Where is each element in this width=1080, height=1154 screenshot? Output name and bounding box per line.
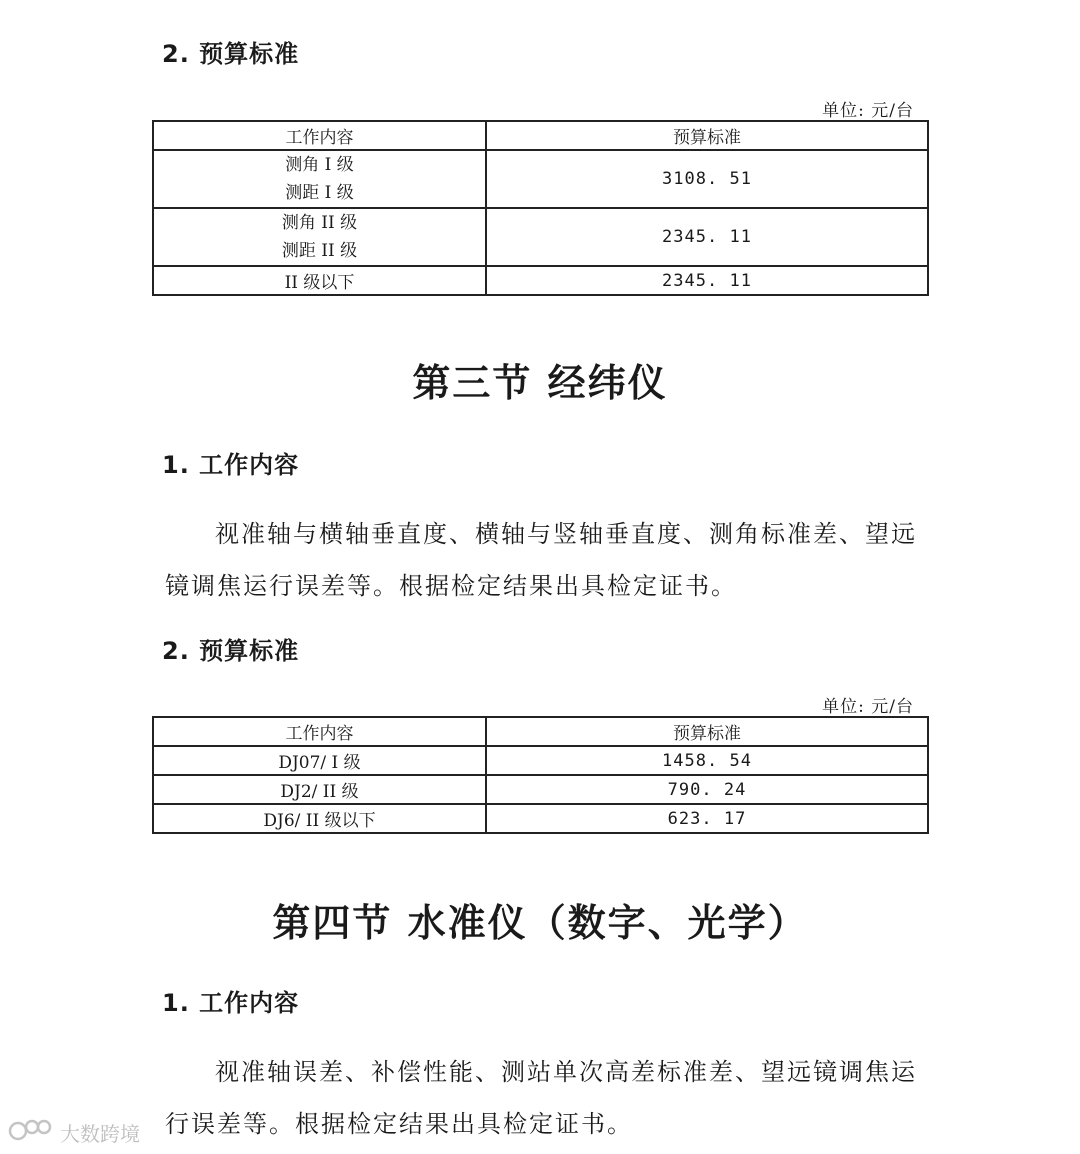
table-row bbox=[153, 150, 928, 208]
header-work-content: 工作内容 bbox=[153, 121, 486, 150]
work-content-line: 测距 I 级 bbox=[285, 183, 354, 203]
budget-value-cell: 1458. 54 bbox=[486, 746, 928, 775]
unit-label: 单位: 元/台 bbox=[822, 101, 914, 121]
header-work-content: 工作内容 bbox=[153, 717, 486, 746]
unit-label: 单位: 元/台 bbox=[822, 697, 914, 717]
table-row bbox=[153, 746, 928, 775]
table-row bbox=[153, 208, 928, 266]
budget-table-1 bbox=[152, 120, 929, 296]
budget-value-cell: 790. 24 bbox=[486, 775, 928, 804]
table-row bbox=[153, 266, 928, 295]
work-content-paragraph: 视准轴误差、补偿性能、测站单次高差标准差、望远镜调焦运行误差等。根据检定结果出具检定证书。 bbox=[165, 1058, 917, 1138]
table-row bbox=[153, 775, 928, 804]
budget-heading: 2. 预算标准 bbox=[162, 40, 300, 68]
section-title: 第四节 水准仪（数字、光学） bbox=[272, 901, 808, 945]
work-content-cell: DJ6/ II 级以下 bbox=[153, 804, 486, 833]
work-content-line: 测角 II 级 bbox=[281, 213, 358, 233]
budget-heading: 2. 预算标准 bbox=[162, 637, 300, 665]
work-content-cell: DJ2/ II 级 bbox=[153, 775, 486, 804]
work-content-cell: DJ07/ I 级 bbox=[153, 746, 486, 775]
budget-value-cell: 2345. 11 bbox=[486, 208, 928, 266]
work-content-heading: 1. 工作内容 bbox=[162, 451, 300, 479]
table-header-row bbox=[153, 717, 928, 746]
watermark-logo-icon bbox=[8, 1118, 54, 1147]
work-content-cell: II 级以下 bbox=[153, 266, 486, 295]
work-content-line: 测距 II 级 bbox=[281, 241, 358, 261]
work-content-cell bbox=[153, 208, 486, 266]
table-row bbox=[153, 804, 928, 833]
budget-table-2 bbox=[152, 716, 929, 834]
watermark bbox=[8, 1118, 140, 1147]
watermark-text: 大数跨境 bbox=[60, 1122, 140, 1146]
work-content-line: 测角 I 级 bbox=[285, 155, 354, 175]
header-budget-standard: 预算标准 bbox=[486, 121, 928, 150]
header-budget-standard: 预算标准 bbox=[486, 717, 928, 746]
work-content-heading: 1. 工作内容 bbox=[162, 989, 300, 1017]
budget-value-cell: 2345. 11 bbox=[486, 266, 928, 295]
section-title: 第三节 经纬仪 bbox=[412, 361, 668, 405]
work-content-paragraph: 视准轴与横轴垂直度、横轴与竖轴垂直度、测角标准差、望远镜调焦运行误差等。根据检定结果出具检定证书。 bbox=[165, 520, 917, 600]
budget-value-cell: 3108. 51 bbox=[486, 150, 928, 208]
table-header-row bbox=[153, 121, 928, 150]
budget-value-cell: 623. 17 bbox=[486, 804, 928, 833]
work-content-cell bbox=[153, 150, 486, 208]
